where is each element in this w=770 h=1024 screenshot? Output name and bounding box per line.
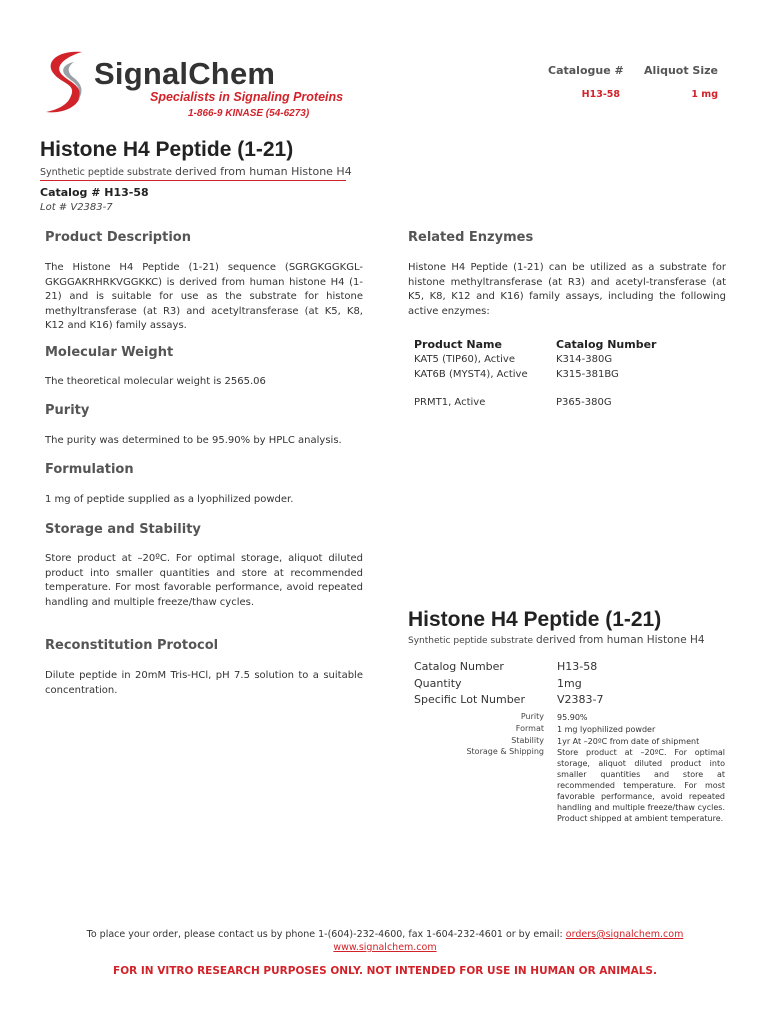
col-product-name: Product Name — [414, 338, 502, 351]
molecular-weight-text: The theoretical molecular weight is 2565.06 — [45, 376, 266, 387]
card-quantity-label: Quantity — [414, 677, 462, 690]
card-stability-label: Stability — [511, 736, 544, 745]
aliquot-value: 1 mg — [691, 89, 718, 100]
reconstitution-text: Dilute peptide in 20mM Tris-HCl, pH 7.5 solution to a suitable concentration. — [45, 670, 363, 696]
logo-tagline: Specialists in Signaling Proteins — [150, 90, 344, 104]
card-stability-value: 1yr At –20ºC from date of shipment — [557, 737, 700, 746]
card-catalog-value: H13-58 — [557, 660, 598, 673]
website-link[interactable]: www.signalchem.com — [333, 942, 437, 953]
table-row-catalog: K314-380G — [556, 354, 613, 365]
lot-number: Lot # V2383-7 — [40, 202, 113, 213]
purity-text: The purity was determined to be 95.90% by HPLC analysis. — [45, 435, 342, 446]
subtitle-large: derived from human Histone H4 — [175, 165, 352, 178]
catalog-number: Catalog # H13-58 — [40, 186, 149, 199]
storage-stability-text: Store product at –20ºC. For optimal storage, aliquot diluted product into smaller quantities and store at recommended temperature. For most favorable performance, avoid repeated handling and multiple freeze/thaw cycles. — [45, 553, 363, 608]
card-subtitle — [408, 634, 705, 646]
related-enzymes-heading: Related Enzymes — [408, 230, 534, 245]
card-storage-label: Storage & Shipping — [466, 747, 544, 756]
card-subtitle-small: Synthetic peptide substrate — [408, 636, 534, 646]
card-title: Histone H4 Peptide (1-21) — [408, 608, 662, 631]
card-storage-value: Store product at –20ºC. For optimal storage, aliquot diluted product into smaller quantities and store at recommended temperature. For most favorable performance, avoid repeated handling and multiple freeze/thaw cycles. Product shipped at ambient temperature. — [557, 748, 725, 823]
product-description-text: The Histone H4 Peptide (1-21) sequence (SGRGKGGKGL-GKGGAKRHRKVGGKKC) is derived from human histone H4 (1-21) and is suitable for use as the substrate for histone methyltransferase (at R3) and acetyltransferase (at K5, K8, K12 and K16) family assays. — [45, 262, 363, 331]
card-lot-value: V2383-7 — [557, 693, 604, 706]
catalogue-label: Catalogue # — [548, 64, 624, 77]
table-row-name: PRMT1, Active — [414, 397, 486, 408]
order-text: To place your order, please contact us by phone 1-(604)-232-4600, fax 1-604-232-4601 or by email: — [86, 929, 563, 940]
card-format-value: 1 mg lyophilized powder — [557, 725, 656, 734]
molecular-weight-heading: Molecular Weight — [45, 345, 174, 360]
card-subtitle-large: derived from human Histone H4 — [535, 634, 705, 646]
table-row-name: KAT5 (TIP60), Active — [414, 354, 516, 365]
card-quantity-value: 1mg — [557, 677, 582, 690]
catalogue-value: H13-58 — [581, 89, 620, 100]
aliquot-label: Aliquot Size — [644, 64, 718, 77]
product-description-heading: Product Description — [45, 230, 191, 245]
card-purity-label: Purity — [520, 712, 544, 721]
card-format-label: Format — [515, 724, 544, 733]
email-link[interactable]: orders@signalchem.com — [565, 929, 684, 940]
table-row-name: KAT6B (MYST4), Active — [414, 369, 528, 380]
purity-heading: Purity — [45, 403, 90, 418]
reconstitution-heading: Reconstitution Protocol — [45, 638, 219, 653]
related-enzymes-text: Histone H4 Peptide (1-21) can be utilized as a substrate for histone methyltransferase (at R3) and acetyl-transferase (at K5, K8, K12 and K16) family assays, including the following active enzymes: — [408, 262, 726, 317]
logo-phone: 1-866-9 KINASE (54-6273) — [188, 108, 310, 119]
aliquot-header — [640, 64, 718, 100]
storage-stability-heading: Storage and Stability — [45, 522, 201, 537]
formulation-heading: Formulation — [45, 462, 134, 477]
title-divider — [40, 180, 346, 181]
card-lot-label: Specific Lot Number — [414, 693, 525, 706]
page-title: Histone H4 Peptide (1-21) — [40, 138, 294, 161]
card-purity-value: 95.90% — [557, 713, 588, 722]
signalchem-logo — [38, 48, 344, 126]
card-catalog-label: Catalog Number — [414, 660, 504, 673]
logo-wordmark: SignalChem — [94, 56, 276, 91]
subtitle-small: Synthetic peptide substrate — [40, 167, 173, 178]
order-contact — [40, 928, 730, 954]
logo-swoosh-icon — [38, 48, 98, 118]
page-subtitle — [40, 165, 352, 178]
table-row-catalog: K315-381BG — [556, 369, 619, 380]
col-catalog-number: Catalog Number — [556, 338, 657, 351]
research-use-warning: FOR IN VITRO RESEARCH PURPOSES ONLY. NOT INTENDED FOR USE IN HUMAN OR ANIMALS. — [113, 965, 657, 977]
catalogue-header — [548, 64, 624, 100]
table-row-catalog: P365-380G — [556, 397, 612, 408]
formulation-text: 1 mg of peptide supplied as a lyophilized powder. — [45, 494, 294, 505]
